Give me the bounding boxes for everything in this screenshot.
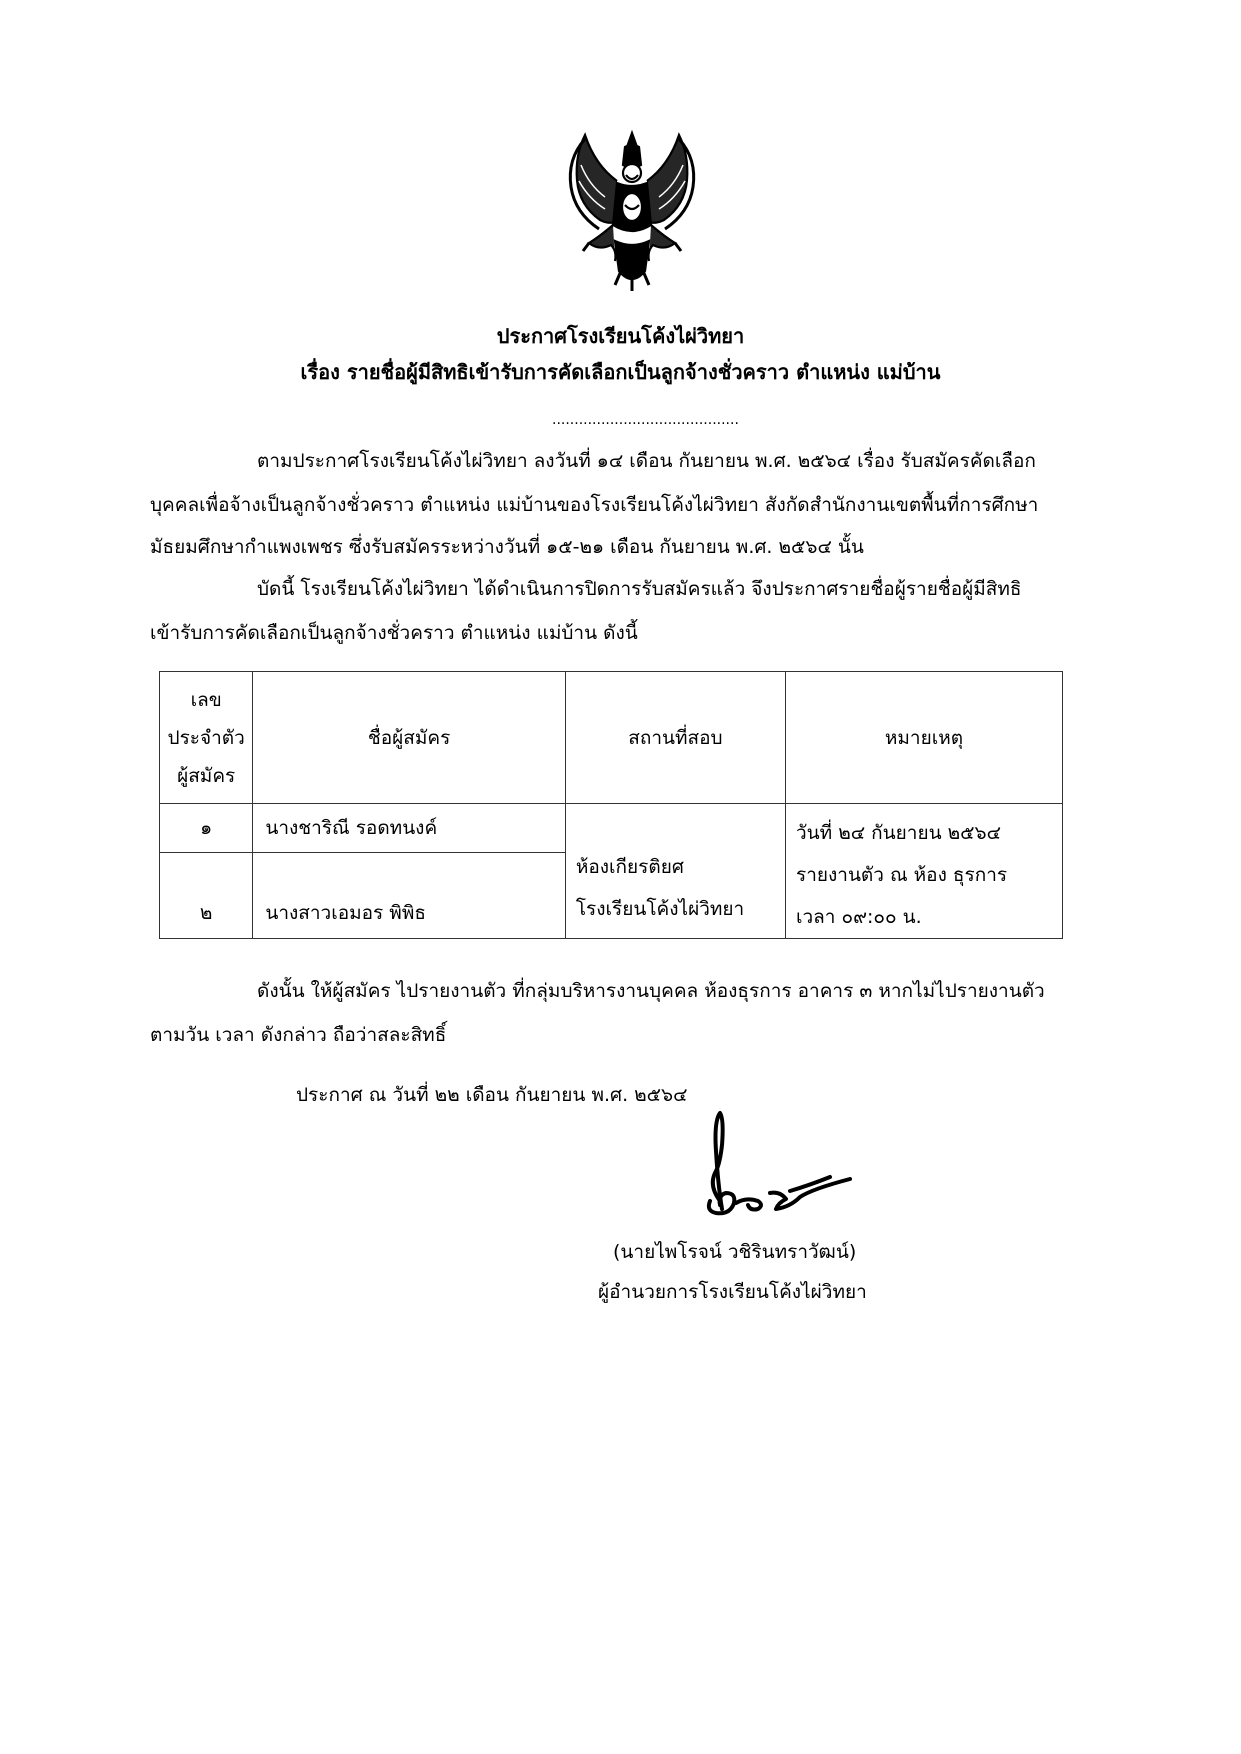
paragraph-3-line-1: ดังนั้น ให้ผู้สมัคร ไปรายงานตัว ที่กลุ่มบริหารงานบุคคล ห้องธุรการ อาคาร ๓ หากไม่ไปรายงานตัว <box>257 980 1045 1002</box>
announcement-date: ประกาศ ณ วันที่ ๒๒ เดือน กันยายน พ.ศ. ๒๕๖๔ <box>296 1084 688 1106</box>
paragraph-1-line-2: บุคคลเพื่อจ้างเป็นลูกจ้างชั่วคราว ตำแหน่ง แม่บ้านของโรงเรียนโค้งไผ่วิทยา สังกัดสำนักงานเขตพื้นที่การศึกษา <box>150 494 1039 516</box>
header-remarks: หมายเหตุ <box>785 672 1062 804</box>
handwritten-signature-icon <box>700 1105 860 1230</box>
header-id-line: เลข <box>190 688 222 711</box>
paragraph-3-line-2: ตามวัน เวลา ดังกล่าว ถือว่าสละสิทธิ์ <box>150 1024 447 1046</box>
title-divider: .......................................... <box>552 412 739 428</box>
signatory-position: ผู้อำนวยการโรงเรียนโค้งไผ่วิทยา <box>598 1281 867 1303</box>
remarks <box>785 804 1062 939</box>
signatory-name: (นายไพโรจน์ วชิรินทราวัฒน์) <box>613 1241 857 1263</box>
header-applicant-name: ชื่อผู้สมัคร <box>253 672 565 804</box>
paragraph-2-line-2: เข้ารับการคัดเลือกเป็นลูกจ้างชั่วคราว ตำแหน่ง แม่บ้าน ดังนี้ <box>150 622 638 644</box>
applicant-id: ๑ <box>160 804 253 853</box>
paragraph-2-line-1: บัดนี้ โรงเรียนโค้งไผ่วิทยา ได้ดำเนินการปิดการรับสมัครแล้ว จึงประกาศรายชื่อผู้รายชื่อผู้มีสิทธิ <box>257 578 1022 600</box>
remarks-line: รายงานตัว ณ ห้อง ธุรการ <box>795 864 1008 886</box>
header-exam-place: สถานที่สอบ <box>565 672 785 804</box>
applicant-name: นางชาริณี รอดทนงค์ <box>253 804 565 853</box>
table-header-row <box>160 672 1063 804</box>
applicant-id: ๒ <box>160 853 253 939</box>
announcement-title: ประกาศโรงเรียนโค้งไผ่วิทยา <box>496 324 745 348</box>
garuda-emblem-icon <box>555 125 710 295</box>
header-id-line: ประจำตัว <box>167 726 245 749</box>
table-row <box>160 804 1063 853</box>
applicant-table <box>159 671 1063 939</box>
paragraph-1-line-1: ตามประกาศโรงเรียนโค้งไผ่วิทยา ลงวันที่ ๑๔ เดือน กันยายน พ.ศ. ๒๕๖๔ เรื่อง รับสมัครคัดเลือก <box>257 450 1036 472</box>
exam-place <box>565 804 785 939</box>
announcement-subject: เรื่อง รายชื่อผู้มีสิทธิเข้ารับการคัดเลือกเป็นลูกจ้างชั่วคราว ตำแหน่ง แม่บ้าน <box>300 360 941 384</box>
remarks-line: วันที่ ๒๔ กันยายน ๒๕๖๔ <box>795 822 1001 844</box>
exam-place-line: ห้องเกียรติยศ <box>575 856 684 878</box>
paragraph-1-line-3: มัธยมศึกษากำแพงเพชร ซึ่งรับสมัครระหว่างวันที่ ๑๕-๒๑ เดือน กันยายน พ.ศ. ๒๕๖๔ นั้น <box>150 536 864 558</box>
header-id-line: ผู้สมัคร <box>177 764 236 787</box>
applicant-name: นางสาวเอมอร พิพิธ <box>253 853 565 939</box>
remarks-line: เวลา ๐๙:๐๐ น. <box>795 906 922 928</box>
exam-place-line: โรงเรียนโค้งไผ่วิทยา <box>575 898 745 920</box>
header-applicant-id <box>160 672 253 804</box>
